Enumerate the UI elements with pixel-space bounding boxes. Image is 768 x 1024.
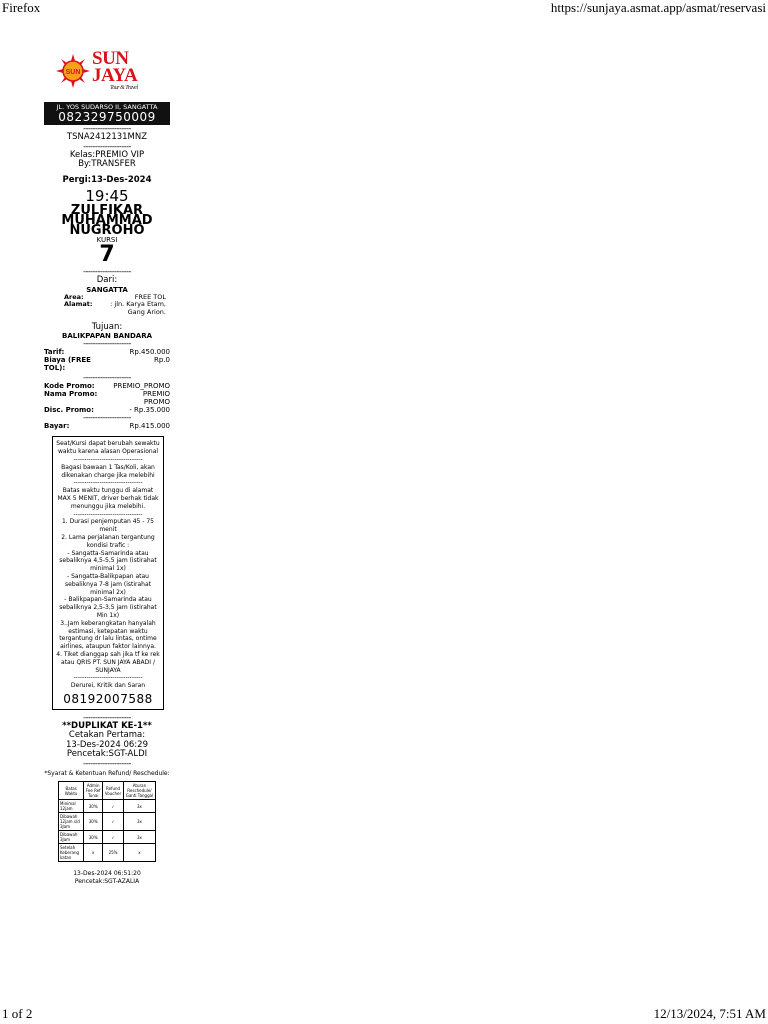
- table-cell: ✓: [103, 831, 124, 844]
- note-line: - Balikpapan-Samarinda atau sebaliknya 2,5-3,5 jam (istirahat Min 1x): [59, 596, 157, 619]
- page-indicator: 1 of 2: [2, 1006, 33, 1021]
- note-line: 2. Lama perjalanan tergantung kondisi trafic :: [61, 533, 155, 549]
- table-cell: x: [123, 844, 155, 862]
- promo-name-row: Nama Promo: PREMIO PROMO: [44, 390, 170, 407]
- table-header: Refund Voucher: [103, 782, 124, 800]
- table-cell: 30%: [84, 800, 103, 813]
- origin-label: Dari:: [96, 275, 118, 285]
- sun-logo-icon: [56, 54, 90, 88]
- office-address: JL. YOS SUDARSO II, SANGATTA: [56, 103, 158, 111]
- note-line: - Sangatta-Samarinda atau sebaliknya 4,5-5,5 jam (istirahat minimal 1x): [59, 549, 157, 573]
- pickup-address-row: Alamat: : jln. Karya Etam, Gang Arion.: [64, 300, 166, 317]
- print-header: [0, 0, 768, 18]
- address-box: [44, 102, 170, 125]
- discount-row: Disc. Promo: - Rp.35.000: [44, 406, 170, 415]
- kelas-label: Kelas:PREMIO VIP: [69, 149, 145, 160]
- note-separator: --------------------------------: [73, 479, 143, 487]
- first-print-label: Cetakan Pertama:: [68, 730, 146, 741]
- office-phone: 082329750009: [58, 110, 156, 124]
- seat-label: KURSI: [96, 236, 118, 244]
- table-cell: 3x: [123, 813, 155, 831]
- table-header: Admin Fee Ref Tunai: [85, 783, 101, 799]
- table-cell: Dibawah 12jam s/d 3Jam: [59, 813, 84, 831]
- brand-name: SUN JAYA Tour & Travel: [92, 48, 138, 91]
- table-cell: Setelah Keberang katan: [59, 844, 84, 862]
- note-line: 4. Tiket dianggap sah jika tf ke rek atau QRIS PT. SUN JAYA ABADI / SUNJAYA: [56, 650, 160, 674]
- table-cell: ✓: [103, 800, 124, 813]
- table-header: Aturan Reschedule/ Ganti Tanggal: [123, 782, 155, 800]
- table-row: [59, 813, 156, 831]
- page-url: https://sunjaya.asmat.app/asmat/reservasi: [550, 0, 766, 15]
- table-cell: 30%: [84, 831, 103, 844]
- table-cell: ✓: [103, 813, 124, 831]
- divider: --------------------: [83, 268, 131, 276]
- note-seat: Seat/Kursi dapat berubah sewaktu waktu karena alasan Operasional: [56, 440, 160, 456]
- feedback-label: Derurei, Kritik dan Saran: [70, 682, 146, 690]
- destination-label: Tujuan:: [91, 321, 123, 332]
- table-cell: 3x: [123, 831, 155, 844]
- note-line: 3..Jam keberangkatan hanyalah estimasi, ketepatan waktu tergantung dr lalu lintas, ontime airlines, ataupun faktor lainnya.: [59, 619, 157, 651]
- divider: --------------------: [83, 125, 131, 133]
- divider: --------------------: [83, 414, 131, 423]
- table-cell: 25%: [103, 844, 124, 862]
- browser-title: Firefox: [2, 0, 41, 15]
- table-cell: Dibawah 3Jam: [59, 831, 84, 844]
- table-row: [59, 831, 156, 844]
- booking-code: TSNA2412131MNZ: [66, 132, 148, 142]
- table-header: Batas Waktu: [59, 782, 84, 800]
- print-timestamp: 13-Des-2024 06:51:20: [73, 870, 141, 878]
- first-print-date: 13-Des-2024 06:29: [66, 739, 148, 750]
- promo-code-row: Kode Promo: PREMIO_PROMO: [44, 382, 170, 391]
- departure-date: Pergi:13-Des-2024: [62, 174, 152, 185]
- printer-name: Pencetak:SGT-ALDI: [66, 749, 148, 760]
- note-separator: --------------------------------: [73, 510, 143, 518]
- note-line: 1. Durasi penjemputan 45 - 75 menit: [61, 518, 154, 534]
- ticket-receipt: [44, 48, 170, 885]
- table-cell: x: [84, 844, 103, 862]
- area-row: Area: FREE TOL: [64, 292, 166, 301]
- print-footer: [0, 1002, 768, 1024]
- note-baggage: Bagasi bawaan 1 Tas/Koli, akan dikenakan charge jika melebihi: [61, 463, 155, 479]
- table-row: [59, 844, 156, 862]
- duplicate-label: **DUPLIKAT KE-1**: [62, 720, 152, 731]
- total-row: Bayar: Rp.415.000: [44, 422, 170, 431]
- divider: --------------------: [83, 759, 131, 768]
- terms-box: [52, 436, 164, 710]
- brand-tagline: Tour & Travel: [110, 85, 138, 91]
- divider: --------------------: [83, 142, 131, 151]
- printer-name-bottom: Pencetak:SGT-AZALIA: [74, 877, 140, 885]
- divider: --------------------: [83, 374, 131, 383]
- table-cell: 30%: [84, 813, 103, 831]
- payment-method: By:TRANSFER: [78, 159, 136, 169]
- table-row: [59, 800, 156, 813]
- refund-policy-table: [58, 781, 156, 862]
- table-cell: Minimal 12jam: [59, 800, 84, 813]
- destination-city: BALIKPAPAN BANDARA: [62, 332, 152, 341]
- seat-number: 7: [99, 242, 115, 267]
- tarif-row: Tarif: Rp.450.000: [44, 348, 170, 357]
- passenger-name: ZULFIKAR MUHAMMAD NUGROHO: [61, 203, 153, 238]
- refund-terms-title: *Syarat & Ketentuan Refund/ Reschedule:: [44, 769, 170, 777]
- table-cell: 3x: [123, 800, 155, 813]
- note-wait-time: Batas waktu tunggu di alamat MAX 5 MENIT, driver berhak tidak menunggu jika melebihi.: [57, 487, 159, 510]
- biaya-row: Biaya (FREE TOL): Rp.0: [44, 356, 170, 373]
- divider: --------------------: [83, 340, 131, 349]
- print-datetime: 12/13/2024, 7:51 AM: [653, 1006, 766, 1021]
- feedback-phone: 08192007588: [63, 691, 153, 706]
- divider: --------------------: [83, 713, 131, 722]
- sun-text: SUN: [65, 69, 81, 76]
- sunjaya-logo: [52, 48, 170, 100]
- note-separator: --------------------------------: [73, 674, 143, 682]
- table-header-row: [59, 782, 156, 800]
- note-line: - Sangatta-Balikpapan atau sebaliknya 7-8 jam (istirahat minimal 2x): [65, 572, 151, 596]
- origin-city: SANGATTA: [86, 285, 128, 294]
- note-separator: --------------------------------: [73, 455, 143, 463]
- departure-time: 19:45: [85, 187, 129, 205]
